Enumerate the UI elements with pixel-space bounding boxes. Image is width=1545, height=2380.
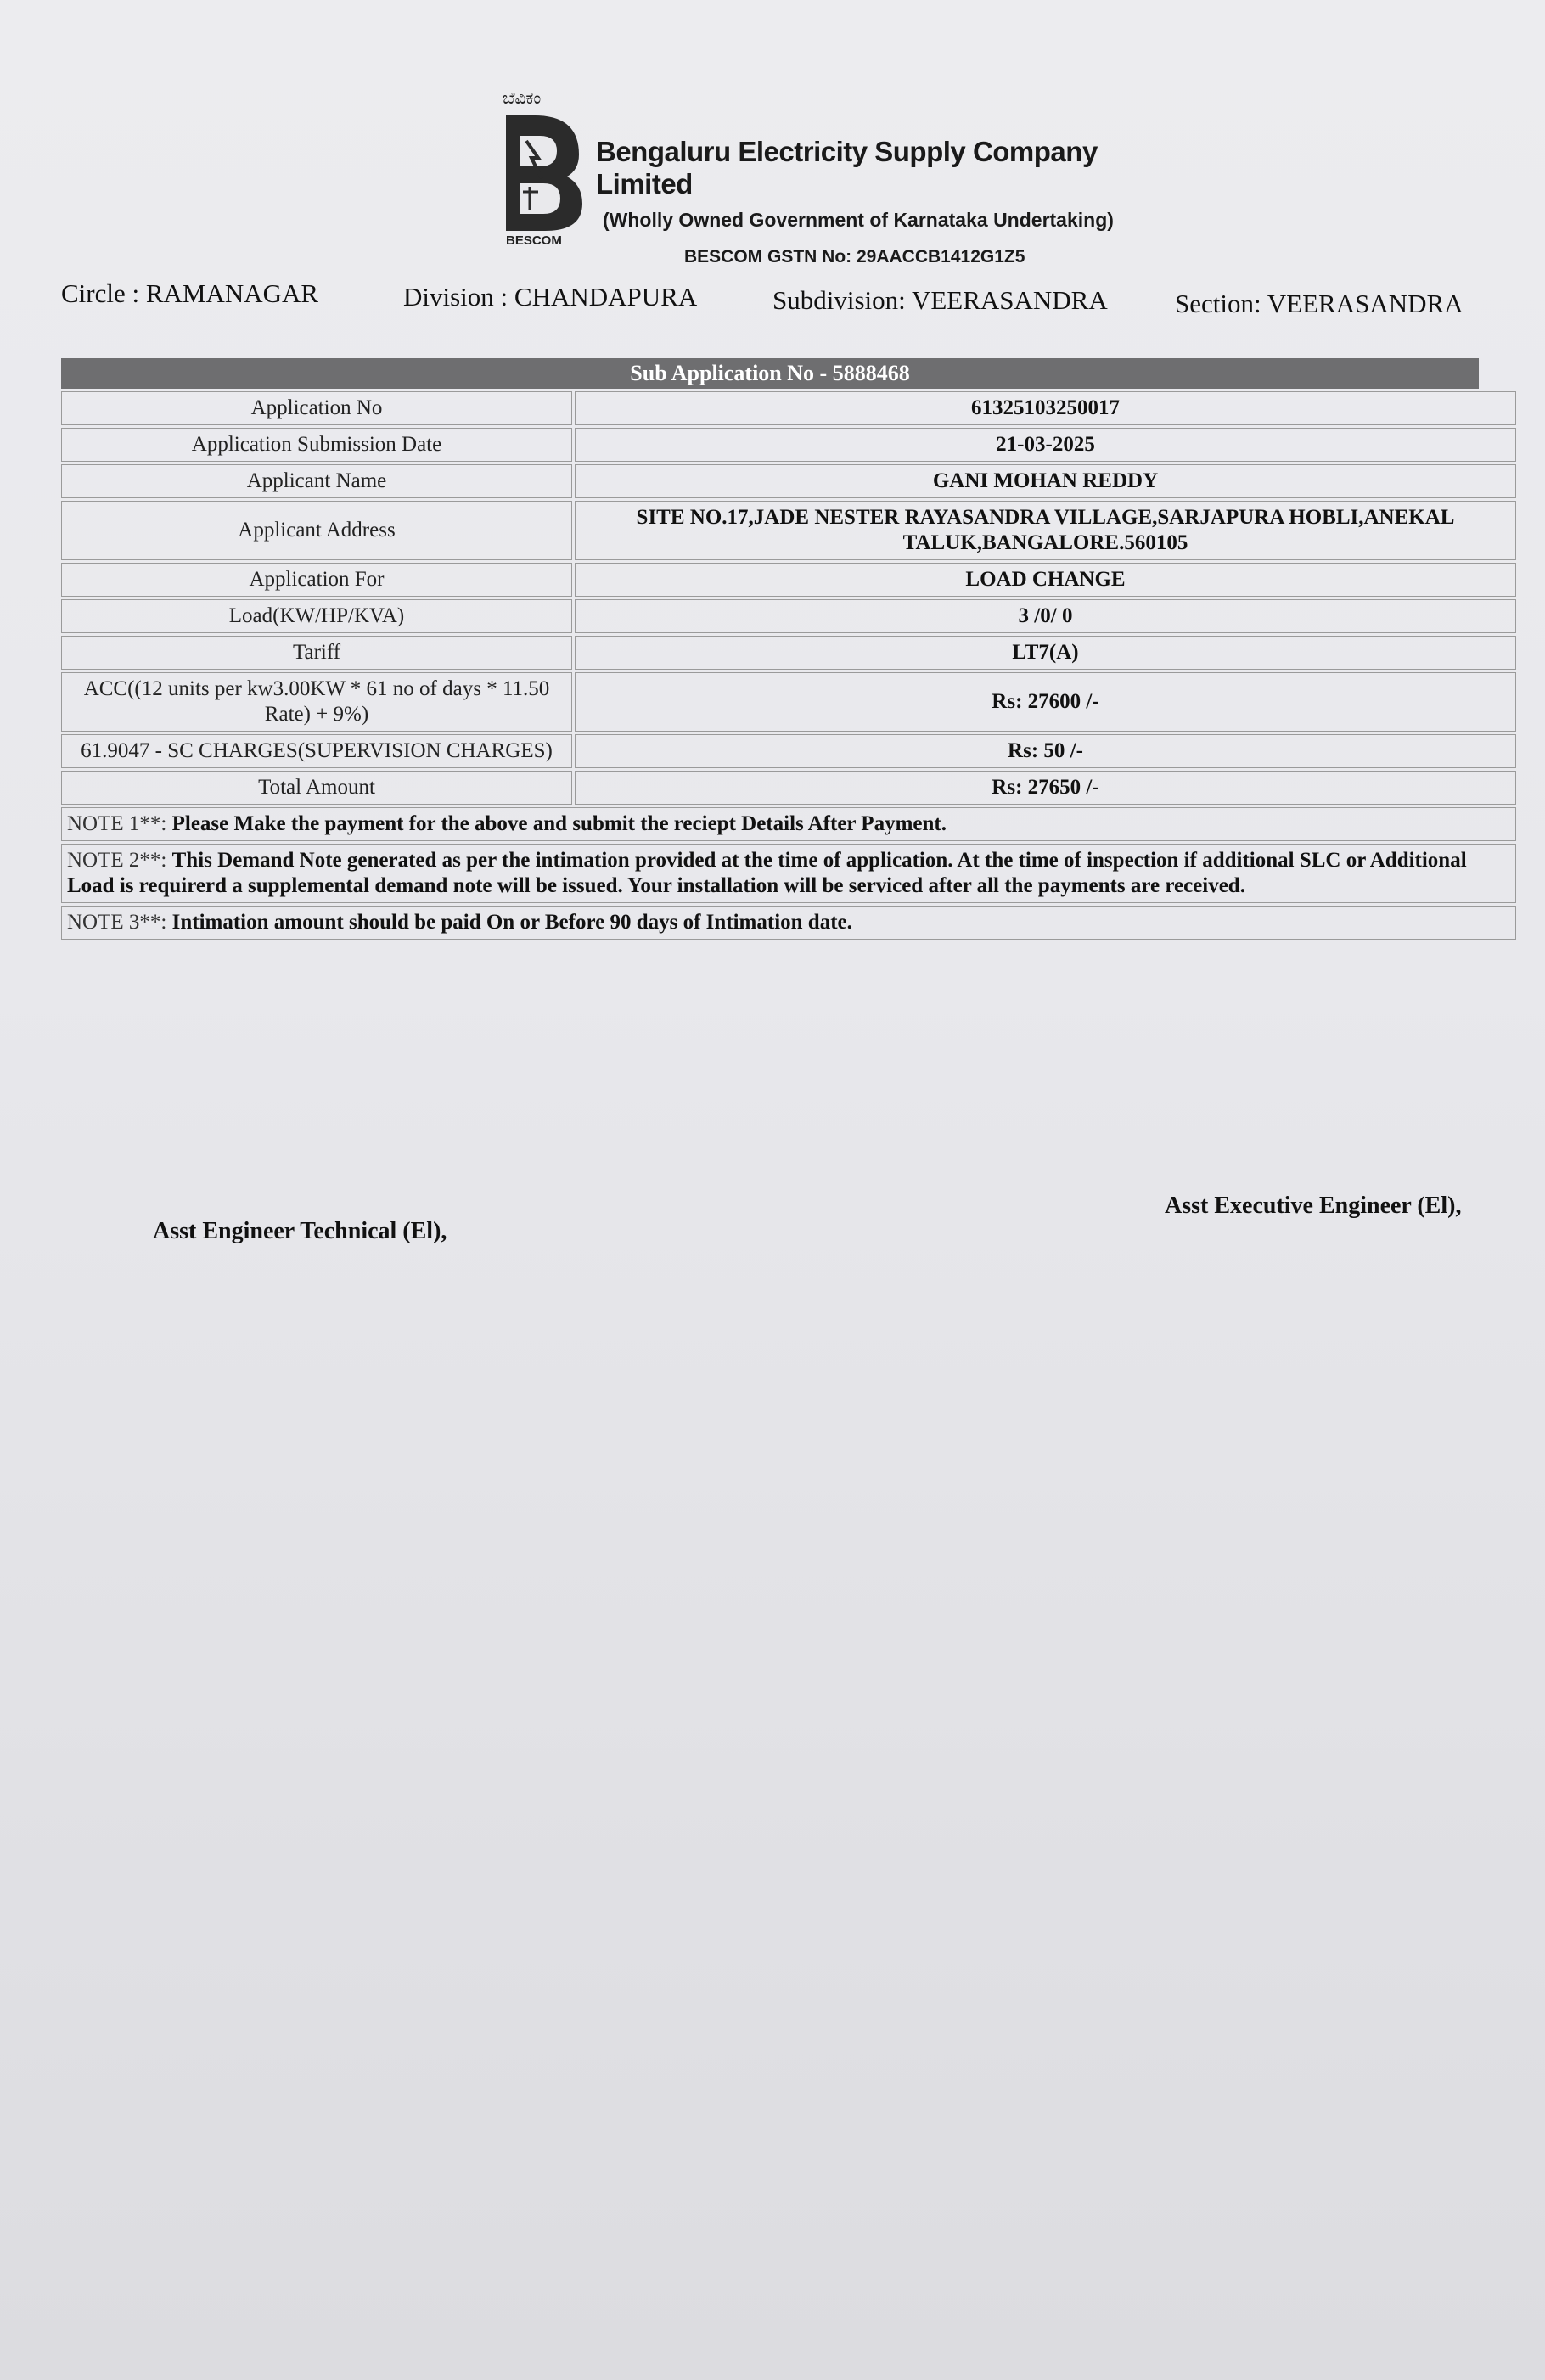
company-subtitle: (Wholly Owned Government of Karnataka Undertaking) — [603, 209, 1114, 231]
note-text: This Demand Note generated as per the intimation provided at the time of application. At the time of inspection if additional SLC or Additional Load is requirerd a supplemental demand note will be issued. Your installation will be serviced after all the payments are received. — [67, 849, 1467, 897]
table-row — [61, 464, 1516, 498]
row-label: Total Amount — [61, 771, 572, 805]
row-value: 3 /0/ 0 — [575, 599, 1516, 633]
division-label: Division : CHANDAPURA — [403, 282, 698, 312]
note-label: NOTE 2**: — [67, 849, 167, 872]
row-label: Applicant Name — [61, 464, 572, 498]
note-row — [61, 844, 1516, 903]
row-value: SITE NO.17,JADE NESTER RAYASANDRA VILLAGE,SARJAPURA HOBLI,ANEKAL TALUK,BANGALORE.560105 — [575, 501, 1516, 560]
sub-application-header: Sub Application No - 5888468 — [61, 358, 1479, 389]
subdivision-label: Subdivision: VEERASANDRA — [772, 285, 1108, 315]
signature-asst-executive-engineer: Asst Executive Engineer (El), — [1165, 1193, 1462, 1219]
note-row — [61, 807, 1516, 841]
row-value: Rs: 27600 /- — [575, 672, 1516, 732]
row-value: GANI MOHAN REDDY — [575, 464, 1516, 498]
section-label: Section: VEERASANDRA — [1175, 289, 1464, 318]
row-value: LOAD CHANGE — [575, 563, 1516, 597]
table-row — [61, 428, 1516, 462]
company-block — [596, 136, 1190, 267]
note-text: Intimation amount should be paid On or Before 90 days of Intimation date. — [171, 911, 852, 934]
svg-text:ಬೆವಿಕಂ: ಬೆವಿಕಂ — [503, 87, 542, 108]
table-row — [61, 672, 1516, 732]
table-row — [61, 599, 1516, 633]
row-value: LT7(A) — [575, 636, 1516, 670]
row-label: ACC((12 units per kw3.00KW * 61 no of days * 11.50 Rate) + 9%) — [61, 672, 572, 732]
application-table — [61, 358, 1513, 942]
table-row — [61, 563, 1516, 597]
row-value: Rs: 50 /- — [575, 734, 1516, 768]
circle-label: Circle : RAMANAGAR — [61, 278, 319, 308]
note-cell — [61, 807, 1516, 841]
row-value: Rs: 27650 /- — [575, 771, 1516, 805]
row-label: Application No — [61, 391, 572, 425]
row-label: 61.9047 - SC CHARGES(SUPERVISION CHARGES) — [61, 734, 572, 768]
table-row — [61, 734, 1516, 768]
table-row — [61, 771, 1516, 805]
table-row — [61, 501, 1516, 560]
row-label: Applicant Address — [61, 501, 572, 560]
row-label: Application For — [61, 563, 572, 597]
signature-asst-engineer: Asst Engineer Technical (El), — [153, 1218, 447, 1244]
table-row — [61, 636, 1516, 670]
svg-text:BESCOM: BESCOM — [506, 233, 562, 246]
row-label: Application Submission Date — [61, 428, 572, 462]
note-label: NOTE 3**: — [67, 911, 167, 934]
company-name: Bengaluru Electricity Supply Company Limited — [596, 136, 1098, 199]
note-cell — [61, 844, 1516, 903]
gstn-number: BESCOM GSTN No: 29AACCB1412G1Z5 — [684, 247, 1025, 267]
note-cell — [61, 906, 1516, 940]
bescom-logo — [501, 85, 586, 246]
row-label: Tariff — [61, 636, 572, 670]
note-label: NOTE 1**: — [67, 812, 167, 835]
row-value: 61325103250017 — [575, 391, 1516, 425]
row-label: Load(KW/HP/KVA) — [61, 599, 572, 633]
note-text: Please Make the payment for the above and submit the reciept Details After Payment. — [171, 812, 947, 835]
table-row — [61, 391, 1516, 425]
note-row — [61, 906, 1516, 940]
row-value: 21-03-2025 — [575, 428, 1516, 462]
